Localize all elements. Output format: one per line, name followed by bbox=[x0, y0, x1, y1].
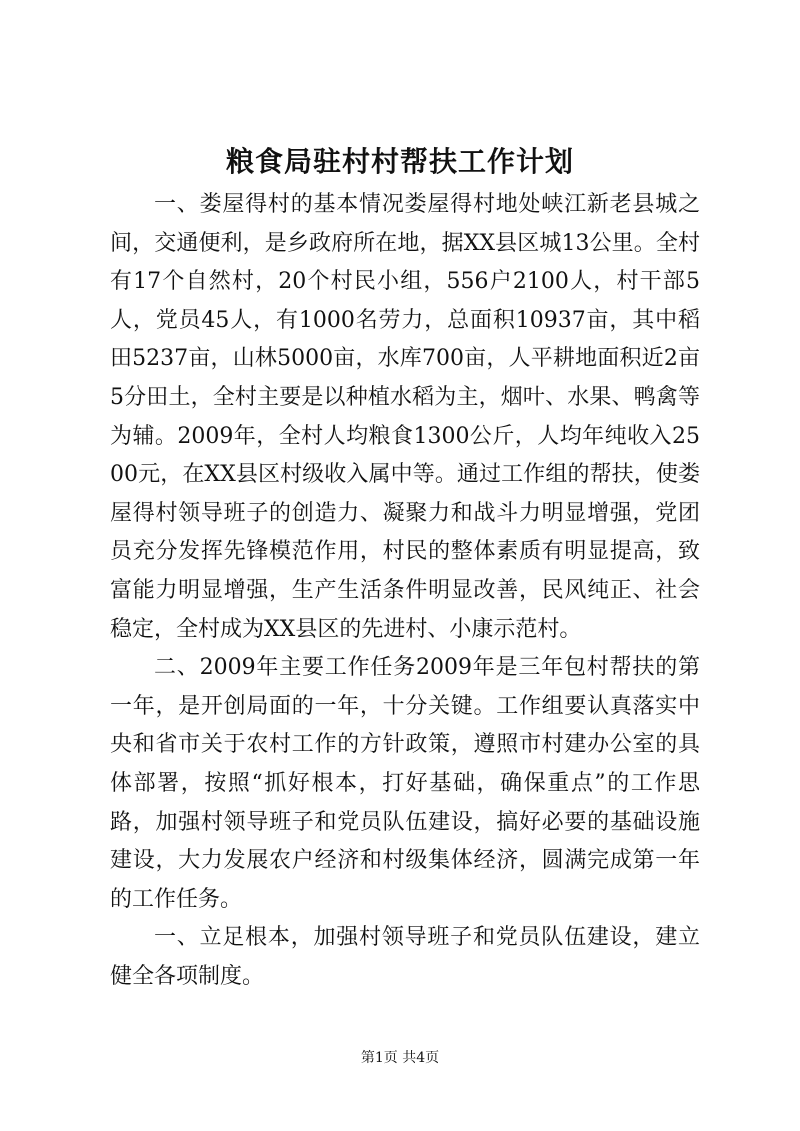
document-title: 粮食局驻村村帮扶工作计划 bbox=[225, 145, 574, 178]
paragraph-basic-situation: 一、娄屋得村的基本情况娄屋得村地处峡江新老县城之间，交通便利，是乡政府所在地，据XX县区城13公里。全村有17个自然村，20个村民小组，556户2100人，村干部5人，党员45人，有1000名劳力，总面积10937亩，其中稻田5237亩，山林5000亩，水库700亩，人平耕地面积近2亩5分田土，全村主要是以种植水稻为主，烟叶、水果、鸭禽等为辅。2009年，全村人均粮食1300公斤，人均年纯收入2500元，在XX县区村级收入属中等。通过工作组的帮扶，使娄屋得村领导班子的创造力、凝聚力和战斗力明显增强，党团员充分发挥先锋模范作用，村民的整体素质有明显提高，致富能力明显增强，生产生活条件明显改善，民风纯正、社会稳定，全村成为XX县区的先进村、小康示范村。 bbox=[110, 192, 700, 642]
paragraph-main-tasks: 二、2009年主要工作任务2009年是三年包村帮扶的第一年，是开创局面的一年，十分关键。工作组要认真落实中央和省市关于农村工作的方针政策，遵照市村建办公室的具体部署，按照“抓好根本，打好基础，确保重点”的工作思路，加强村领导班子和党员队伍建设，搞好必要的基础设施建设，大力发展农户经济和村级集体经济，圆满完成第一年的工作任务。 bbox=[110, 655, 700, 912]
page-number-footer: 第1页 共4页 bbox=[360, 1050, 440, 1066]
document-body bbox=[110, 186, 700, 996]
paragraph-leadership-building: 一、立足根本，加强村领导班子和党员队伍建设，建立健全各项制度。 bbox=[110, 925, 700, 989]
